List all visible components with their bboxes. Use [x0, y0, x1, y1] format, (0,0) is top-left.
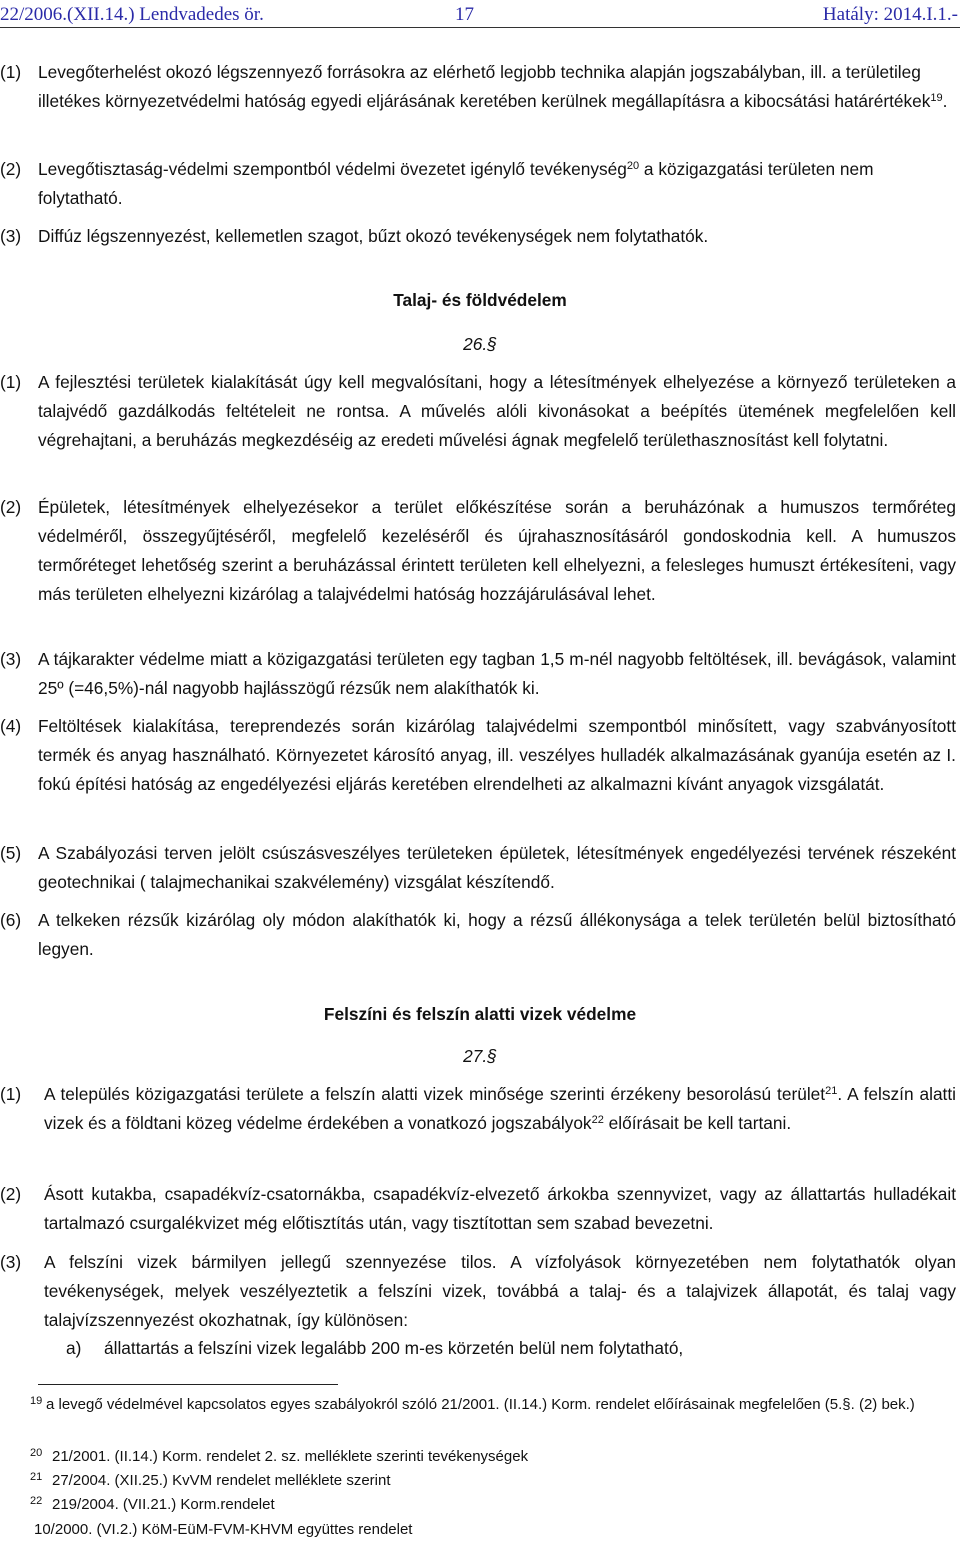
paragraph-number: (2): [0, 497, 22, 517]
section-title: Talaj- és földvédelem: [393, 290, 567, 310]
paragraph-number: (1): [0, 372, 22, 392]
paragraph-number: (2): [0, 1184, 22, 1204]
paragraph-text: A Szabályozási terven jelölt csúszásveszélyes területeken épületek, létesítmények engedélyezési tervének részeként geotechnikai ( talajmechanikai szakvélemény) vizsgálat készítendő.: [38, 843, 956, 892]
paragraph-text: A település közigazgatási területe a felszín alatti vizek minősége szerinti érzékeny besorolású terület: [44, 1084, 826, 1104]
paragraph-25-1: (1) Levegőterhelést okozó légszennyező forrásokra az elérhető legjobb technika alapján jogszabályban, ill. a területileg illetékes környezetvédelmi hatóság egyedi eljárásának keretében kerülnek megállapításra a kibocsátási határértékek$^{19}$.: [0, 58, 960, 148]
footnote-text: 21/2001. (II.14.) Korm. rendelet 2. sz. melléklete szerinti tevékenységek: [52, 1448, 529, 1465]
footnote-19: [0, 1395, 960, 1437]
footnote-text: a levegő védelmével kapcsolatos egyes szabályokról szóló 21/2001. (II.14.) Korm. rendelet előírásainak megfelelően (5.§. (2) bek.): [46, 1396, 915, 1413]
paragraph-number: (1): [0, 62, 22, 82]
footnote-22: [0, 1495, 960, 1515]
list-item-label: a): [66, 1338, 82, 1358]
paragraph-26-1: [0, 368, 960, 458]
paragraph-number: (2): [0, 159, 22, 179]
footnote-number: 20: [30, 1447, 43, 1459]
paragraph-26-2: [0, 493, 960, 638]
paragraph-number: (4): [0, 716, 22, 736]
paragraph-27-1: (1) A település közigazgatási területe a felszín alatti vizek minősége szerinti érzékeny besorolású terület$^{21}$. A felszín alatti vizek és a földtani közeg védelme érdekében a vonatkozó jogszabályok$^{22}$ előírásait be kell tartani.: [0, 1080, 960, 1170]
footnote-text: 27/2004. (XII.25.) KvVM rendelet melléklete szerint: [52, 1472, 391, 1489]
paragraph-number: (3): [0, 649, 22, 669]
paragraph-number: (1): [0, 1084, 22, 1104]
footnote-number: 22: [30, 1495, 43, 1507]
footnote-ref-22[interactable]: 22: [591, 1114, 604, 1126]
section-number: 27.§: [463, 1046, 497, 1066]
paragraph-27-3: [0, 1248, 960, 1338]
paragraph-text: A tájkarakter védelme miatt a közigazgatási területen egy tagban 1,5 m-nél nagyobb feltöltések, ill. bevágások, valamint 25º (=46,5%)-nál nagyobb hajlásszögű rézsűk nem alakíthatók ki.: [38, 649, 956, 698]
paragraph-text: A felszíni vizek bármilyen jellegű szennyezése tilos. A vízfolyások környezetében nem folytathatók olyan tevékenységek, melyek veszélyeztetik a felszíni vizek, továbbá a talaj- és a talajvizek állapotát, és talaj vagy talajvízszennyezést okozhatnak, így különösen:: [44, 1252, 956, 1330]
footnote-text: 10/2000. (VI.2.) KöM-EüM-FVM-KHVM együttes rendelet: [34, 1521, 413, 1538]
section-title: Felszíni és felszín alatti vizek védelme: [323, 1004, 637, 1024]
page-number: 17: [455, 4, 474, 25]
footnote-text: 219/2004. (VII.21.) Korm.rendelet: [52, 1496, 275, 1513]
paragraph-text: A telkeken rézsűk kizárólag oly módon alakíthatók ki, hogy a rézsű állékonysága a telek területén belül biztosítható legyen.: [38, 910, 956, 959]
header-rule: [0, 27, 960, 28]
paragraph-text: Ásott kutakba, csapadékvíz-csatornákba, csapadékvíz-elvezető árkokba szennyvizet, vagy az állattartás hulladékait tartalmazó csurgalékvizet még előtisztítás után, vagy tisztítottan sem szabad bevezetni.: [44, 1184, 956, 1233]
paragraph-text: A fejlesztési területek kialakítását úgy kell megvalósítani, hogy a létesítmények elhelyezése a környező területeken a talajvédő gazdálkodás feltételeit ne rontsa. A művelés alóli kivonásokat a beépítés ütemének megfelelően kell végrehajtani, a beruházás megkezdéséig az eredeti művelési ágnak megfelelő területhasznosítást kell folytatni.: [38, 372, 956, 450]
paragraph-26-3: [0, 645, 960, 705]
paragraph-number: (3): [0, 226, 22, 246]
paragraph-number: (5): [0, 843, 22, 863]
paragraph-26-5: [0, 839, 960, 899]
paragraph-27-2: [0, 1180, 960, 1240]
footnote-22-continued: [0, 1520, 960, 1540]
paragraph-text: Levegőtisztaság-védelmi szempontból védelmi övezetet igénylő tevékenység: [38, 159, 627, 179]
footnote-ref-19[interactable]: 19: [930, 92, 943, 104]
footnote-ref-21[interactable]: 21: [825, 1085, 838, 1097]
paragraph-text: Épületek, létesítmények elhelyezésekor a terület előkészítése során a beruházónak a humuszos termőréteg védelméről, összegyűjtéséről, megfelelő kezeléséről és újrahasznosításáról gondoskodnia kell. A humuszos termőréteget lehetőség szerint a beruházással érintett területen kell elhelyezni, a felesleges humuszt értékesíteni, vagy más területen elhelyezni kizárólag a talajvédelmi hatóság hozzájárulásával lehet.: [38, 497, 956, 604]
section-number: 26.§: [463, 334, 497, 354]
paragraph-text: Levegőterhelést okozó légszennyező forrásokra az elérhető legjobb technika alapján jogszabályban, ill. a területileg illetékes környezetvédelmi hatóság egyedi eljárásának keretében kerülnek megállapításra a kibocsátási határértékek: [38, 62, 931, 111]
paragraph-25-2: (2) Levegőtisztaság-védelmi szempontból védelmi övezetet igénylő tevékenység$^{20}$ a közigazgatási területen nem folytatható.: [0, 155, 960, 215]
paragraph-26-4: [0, 712, 960, 832]
footnote-21: [0, 1471, 960, 1491]
footnote-number: 19: [30, 1395, 43, 1407]
paragraph-25-3: [0, 222, 960, 252]
paragraph-number: (6): [0, 910, 22, 930]
header-effective-date: Hatály: 2014.I.1.-: [822, 4, 958, 25]
list-item-a: [0, 1334, 960, 1364]
paragraph-26-6: [0, 906, 960, 966]
footnote-number: 21: [30, 1471, 43, 1483]
paragraph-text: Diffúz légszennyezést, kellemetlen szagot, bűzt okozó tevékenységek nem folytathatók.: [38, 226, 709, 246]
list-item-text: állattartás a felszíni vizek legalább 200 m-es körzetén belül nem folytatható,: [104, 1338, 684, 1358]
header-reference: 22/2006.(XII.14.) Lendvadedes ör.: [0, 4, 264, 25]
paragraph-text: Feltöltések kialakítása, tereprendezés során kizárólag talajvédelmi szempontból minősített, vagy szabványosított termék és anyag használható. Környezetet károsító anyag, ill. veszélyes hulladék alkalmazásának gyanúja esetén az I. fokú építési hatóság az engedélyezési eljárás keretében elrendelheti az alkalmazni kívánt anyagok vizsgálatát.: [38, 716, 956, 794]
footnote-20: [0, 1447, 960, 1467]
page-header: [0, 4, 960, 26]
footnote-ref-20[interactable]: 20: [626, 160, 640, 172]
paragraph-number: (3): [0, 1252, 22, 1272]
footnote-separator: [38, 1384, 338, 1385]
